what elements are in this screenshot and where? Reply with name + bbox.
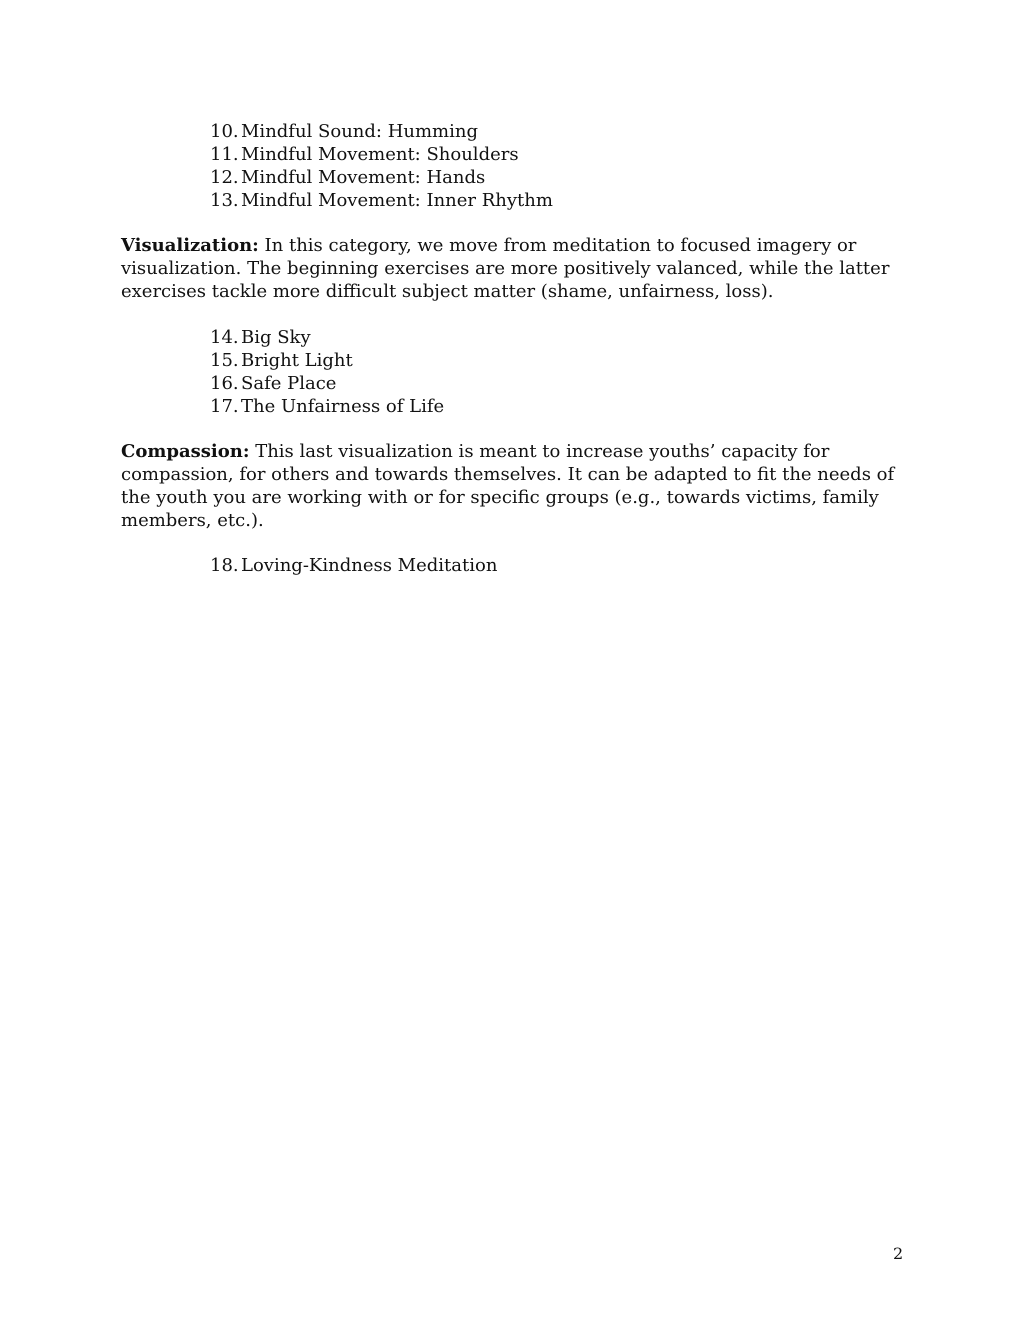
exercise-list-mindful: [210, 120, 553, 212]
list-item-number: 11.: [210, 144, 239, 165]
list-item-number: 18.: [210, 555, 239, 576]
list-item-text: Bright Light: [241, 350, 353, 371]
list-item-number: 15.: [210, 350, 239, 371]
visualization-body: In this category, we move from meditation to focused imagery or visualization. The beginning exercises are more positively valanced, while the latter exercises tackle more difficult subject matter (shame, unfairness, loss).: [121, 235, 890, 302]
list-item: [210, 326, 444, 349]
list-item-text: Loving-Kindness Meditation: [241, 555, 498, 576]
list-item-number: 12.: [210, 167, 239, 188]
list-item-text: The Unfairness of Life: [241, 396, 445, 417]
list-item-number: 10.: [210, 121, 239, 142]
list-item-text: Mindful Movement: Inner Rhythm: [241, 190, 553, 211]
list-item-text: Mindful Sound: Humming: [241, 121, 478, 142]
exercise-list-visualization: [210, 326, 444, 418]
list-item-number: 14.: [210, 327, 239, 348]
list-item-number: 16.: [210, 373, 239, 394]
list-item: [210, 349, 444, 372]
list-item: [210, 395, 444, 418]
list-item-text: Safe Place: [241, 373, 337, 394]
list-item-text: Mindful Movement: Shoulders: [241, 144, 519, 165]
list-item-number: 13.: [210, 190, 239, 211]
exercise-list-compassion: [210, 554, 497, 577]
list-item-text: Mindful Movement: Hands: [241, 167, 486, 188]
visualization-paragraph: [121, 234, 921, 303]
compassion-body: This last visualization is meant to increase youths’ capacity for compassion, for others and towards themselves. It can be adapted to fit the needs of the youth you are working with or for specific groups (e.g., towards victims, family members, etc.).: [121, 441, 895, 531]
list-item: [210, 372, 444, 395]
compassion-paragraph: [121, 440, 921, 532]
list-item: [210, 189, 553, 212]
page-number: 2: [893, 1244, 904, 1263]
compassion-heading: Compassion:: [121, 441, 250, 462]
list-item-text: Big Sky: [241, 327, 311, 348]
list-item-number: 17.: [210, 396, 239, 417]
list-item: [210, 143, 553, 166]
list-item: [210, 554, 497, 577]
list-item: [210, 120, 553, 143]
visualization-heading: Visualization:: [121, 235, 259, 256]
list-item: [210, 166, 553, 189]
